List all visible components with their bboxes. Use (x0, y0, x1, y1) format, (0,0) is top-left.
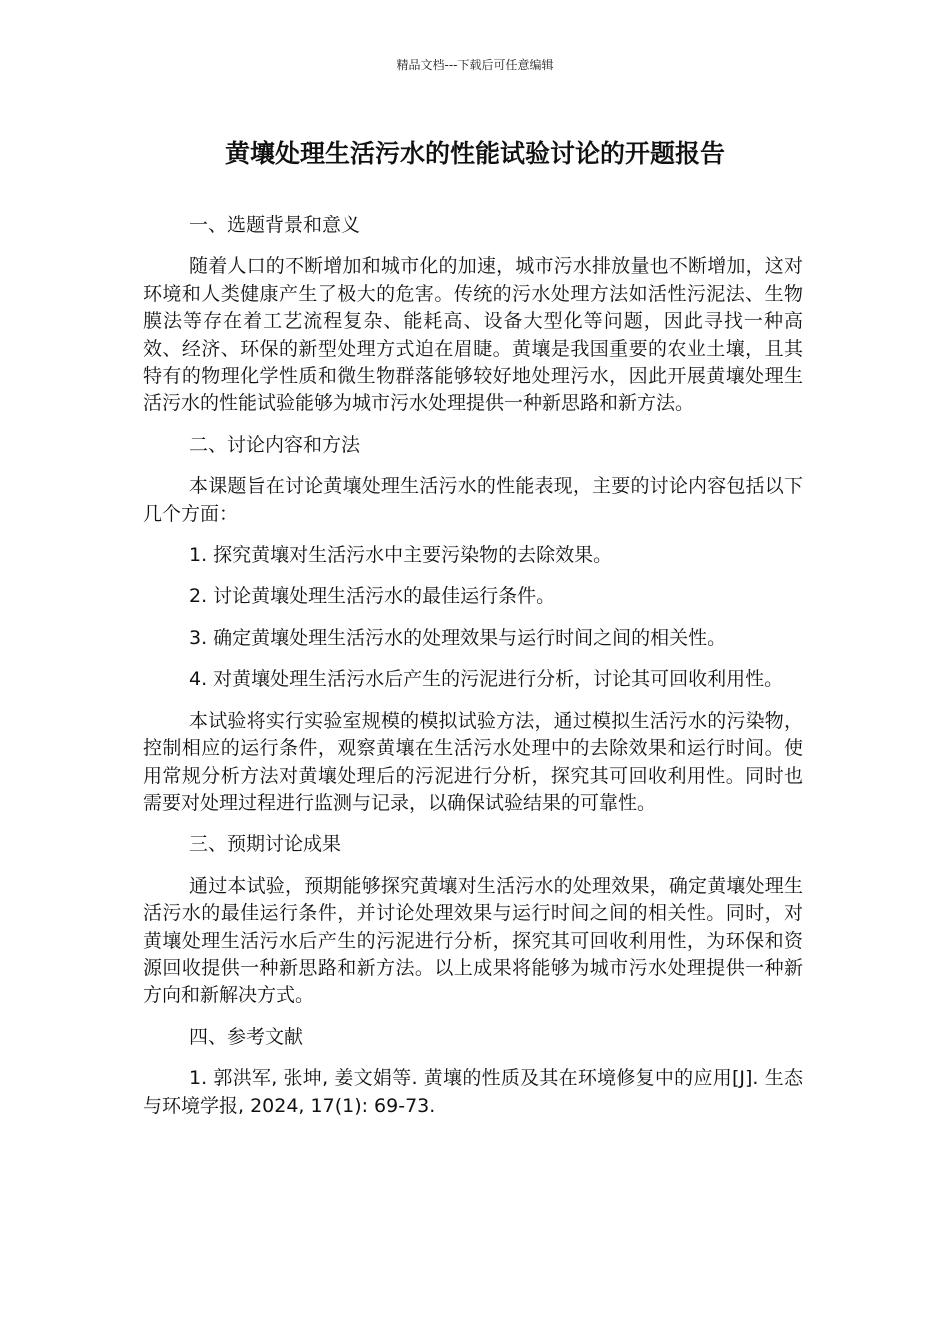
section-heading-expected-results: 三、预期讨论成果 (189, 833, 342, 856)
section-heading-background: 一、选题背景和意义 (189, 214, 361, 236)
list-item-2: 2. 讨论黄壤处理生活污水的最佳运行条件。 (189, 585, 556, 608)
paragraph-method: 本试验将实行实验室规模的模拟试验方法，通过模拟生活污水的污染物，控制相应的运行条件，观察黄壤在生活污水处理中的去除效果和运行时间。使用常规分析方法对黄壤处理后的污泥进行分析，探究其可回收利用性。同时也需要对处理过程进行监测与记录，以确保试验结果的可靠性。 (143, 709, 803, 814)
header-note: 精品文档---下载后可任意编辑 (396, 58, 554, 72)
paragraph-background: 随着人口的不断增加和城市化的加速，城市污水排放量也不断增加，这对环境和人类健康产生了极大的危害。传统的污水处理方法如活性污泥法、生物膜法等存在着工艺流程复杂、能耗高、设备大型化等问题，因此寻找一种高效、经济、环保的新型处理方式迫在眉睫。黄壤是我国重要的农业土壤，且其特有的物理化学性质和微生物群落能够较好地处理污水，因此开展黄壤处理生活污水的性能试验能够为城市污水处理提供一种新思路和新方法。 (143, 255, 803, 415)
document-body (143, 212, 803, 1134)
section-heading-content-method: 二、讨论内容和方法 (189, 433, 361, 456)
reference-item-1: 1. 郭洪军, 张坤, 姜文娟等. 黄壤的性质及其在环境修复中的应用[J]. 生态与环境学报, 2024, 17(1): 69-73. (143, 1067, 803, 1117)
document-title: 黄壤处理生活污水的性能试验讨论的开题报告 (224, 139, 725, 168)
list-item-4: 4. 对黄壤处理生活污水后产生的污泥进行分析，讨论其可回收利用性。 (189, 668, 784, 691)
list-item-3: 3. 确定黄壤处理生活污水的处理效果与运行时间之间的相关性。 (189, 626, 727, 649)
paragraph-expected-results: 通过本试验，预期能够探究黄壤对生活污水的处理效果，确定黄壤处理生活污水的最佳运行条件，并讨论处理效果与运行时间之间的相关性。同时，对黄壤处理生活污水后产生的污泥进行分析，探究其可回收利用性，为环保和资源回收提供一种新思路和新方法。以上成果将能够为城市污水处理提供一种新方向和新解决方式。 (143, 874, 803, 1007)
paragraph-content-intro: 本课题旨在讨论黄壤处理生活污水的性能表现，主要的讨论内容包括以下几个方面： (143, 475, 803, 525)
list-item-1: 1. 探究黄壤对生活污水中主要污染物的去除效果。 (189, 544, 613, 567)
section-heading-references: 四、参考文献 (189, 1025, 304, 1048)
